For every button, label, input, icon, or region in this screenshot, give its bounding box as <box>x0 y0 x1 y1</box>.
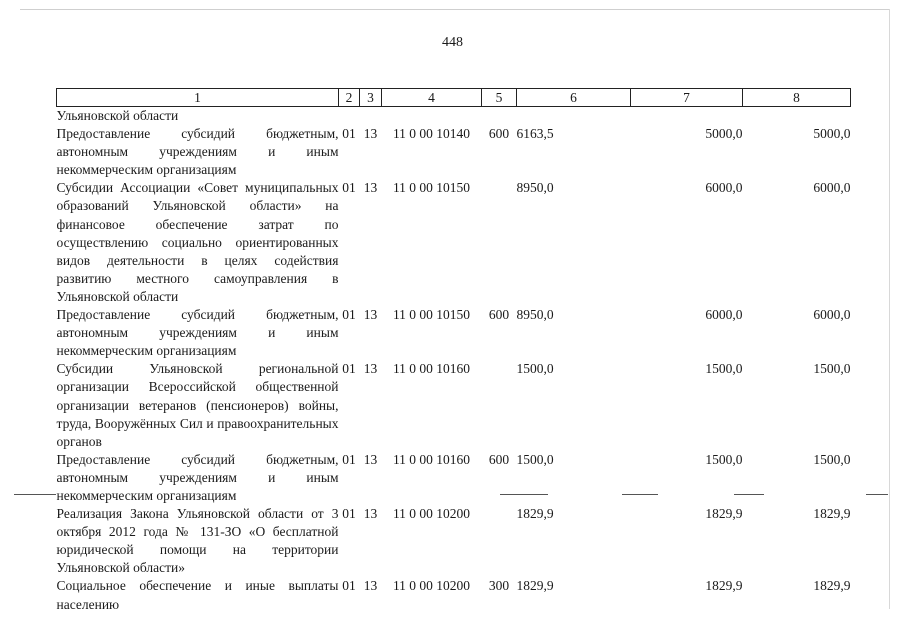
row-name: Ульяновской области <box>56 108 179 123</box>
row-amount-col6: 1829,9 <box>516 506 554 522</box>
row-section: 01 <box>342 578 356 594</box>
row-amount-col6 <box>517 107 631 126</box>
row-amount-col8 <box>743 107 851 126</box>
budget-table <box>56 88 851 614</box>
row-amount-col8: 5000,0 <box>813 126 851 142</box>
row-subsection: 13 <box>363 307 378 323</box>
row-target-article: 11 0 00 10200 <box>392 506 471 522</box>
row-amount-col6: 6163,5 <box>516 126 554 142</box>
row-expense-type <box>482 505 517 577</box>
header-col-8: 8 <box>743 89 851 107</box>
header-col-4: 4 <box>382 89 482 107</box>
row-expense-type: 600 <box>488 126 510 142</box>
header-col-7: 7 <box>631 89 743 107</box>
header-col-6: 6 <box>517 89 631 107</box>
table-row <box>57 179 851 306</box>
row-subsection: 13 <box>363 578 378 594</box>
row-expense-type <box>482 107 517 126</box>
row-target-article: 11 0 00 10140 <box>392 126 471 142</box>
scan-artifact-line <box>866 494 888 495</box>
table-row <box>57 451 851 505</box>
row-name: Предоставление субсидий бюджетным, автономным учреждениям и иным некоммерческим организациям <box>56 307 339 359</box>
row-amount-col8: 1500,0 <box>813 361 851 377</box>
row-expense-type: 300 <box>488 578 510 594</box>
table-row <box>57 125 851 179</box>
header-col-1: 1 <box>57 89 339 107</box>
row-target-article: 11 0 00 10150 <box>392 307 471 323</box>
scan-artifact-line <box>500 494 548 495</box>
row-target-article: 11 0 00 10150 <box>392 180 471 196</box>
row-amount-col6: 1500,0 <box>516 451 554 467</box>
table-row <box>57 306 851 360</box>
table-row <box>57 107 851 126</box>
table-row <box>57 577 851 613</box>
row-amount-col8: 1500,0 <box>813 451 851 467</box>
row-amount-col8: 1829,9 <box>813 578 851 594</box>
row-name: Реализация Закона Ульяновской области от 3 октября 2012 года № 131-ЗО «О бесплатной юридической помощи на территории Ульяновской области» <box>56 506 339 576</box>
row-name: Социальное обеспечение и иные выплаты населению <box>56 578 339 612</box>
row-amount-col7: 1500,0 <box>705 451 743 467</box>
row-amount-col7: 6000,0 <box>705 180 743 196</box>
scan-artifact-line <box>734 494 764 495</box>
row-amount-col7: 1500,0 <box>705 361 743 377</box>
row-amount-col6: 8950,0 <box>516 307 554 323</box>
table-header-row <box>57 89 851 107</box>
row-target-article: 11 0 00 10200 <box>392 578 471 594</box>
header-col-5: 5 <box>482 89 517 107</box>
row-target-article: 11 0 00 10160 <box>392 361 471 377</box>
row-expense-type: 600 <box>488 307 510 323</box>
row-name: Субсидии Ассоциации «Совет муниципальных образований Ульяновской области» на финансовое обеспечение затрат по осуществлению социально ориентированных видов деятельности в целях содействия развитию местного самоуправления в Ульяновской области <box>56 180 339 304</box>
row-section: 01 <box>342 506 356 522</box>
row-amount-col8: 6000,0 <box>813 307 851 323</box>
table-row <box>57 360 851 450</box>
row-expense-type: 600 <box>488 451 510 467</box>
row-section: 01 <box>342 180 356 196</box>
row-subsection: 13 <box>363 506 378 522</box>
row-amount-col8: 6000,0 <box>813 180 851 196</box>
row-name: Субсидии Ульяновской региональной организации Всероссийской общественной организации ветеранов (пенсионеров) войны, труда, Вооружённых Сил и правоохранительных органов <box>56 361 339 449</box>
row-subsection: 13 <box>363 180 378 196</box>
row-amount-col6: 1829,9 <box>516 578 554 594</box>
row-amount-col7 <box>631 107 743 126</box>
row-section: 01 <box>342 361 356 377</box>
row-amount-col7: 1829,9 <box>705 578 743 594</box>
row-amount-col7: 1829,9 <box>705 506 743 522</box>
row-subsection: 13 <box>363 361 378 377</box>
page-number: 448 <box>442 35 463 50</box>
row-target-article: 11 0 00 10160 <box>392 451 471 467</box>
row-subsection <box>360 107 382 126</box>
row-subsection: 13 <box>363 126 378 142</box>
row-expense-type <box>482 360 517 450</box>
header-col-3: 3 <box>360 89 382 107</box>
row-section <box>339 107 360 126</box>
row-amount-col6: 1500,0 <box>516 361 554 377</box>
row-amount-col7: 5000,0 <box>705 126 743 142</box>
row-amount-col6: 8950,0 <box>516 180 554 196</box>
row-section: 01 <box>342 126 356 142</box>
row-amount-col8: 1829,9 <box>813 506 851 522</box>
row-expense-type <box>482 179 517 306</box>
row-section: 01 <box>342 451 356 467</box>
table-row <box>57 505 851 577</box>
scan-artifact-line <box>622 494 658 495</box>
scan-artifact-line <box>14 494 56 495</box>
page-frame-right <box>889 9 890 609</box>
row-section: 01 <box>342 307 356 323</box>
page-frame-top <box>20 9 890 10</box>
row-amount-col7: 6000,0 <box>705 307 743 323</box>
row-target-article <box>382 107 482 126</box>
header-col-2: 2 <box>339 89 360 107</box>
row-name: Предоставление субсидий бюджетным, автономным учреждениям и иным некоммерческим организациям <box>56 126 339 178</box>
row-subsection: 13 <box>363 451 378 467</box>
row-name: Предоставление субсидий бюджетным, автономным учреждениям и иным некоммерческим организациям <box>56 451 339 503</box>
